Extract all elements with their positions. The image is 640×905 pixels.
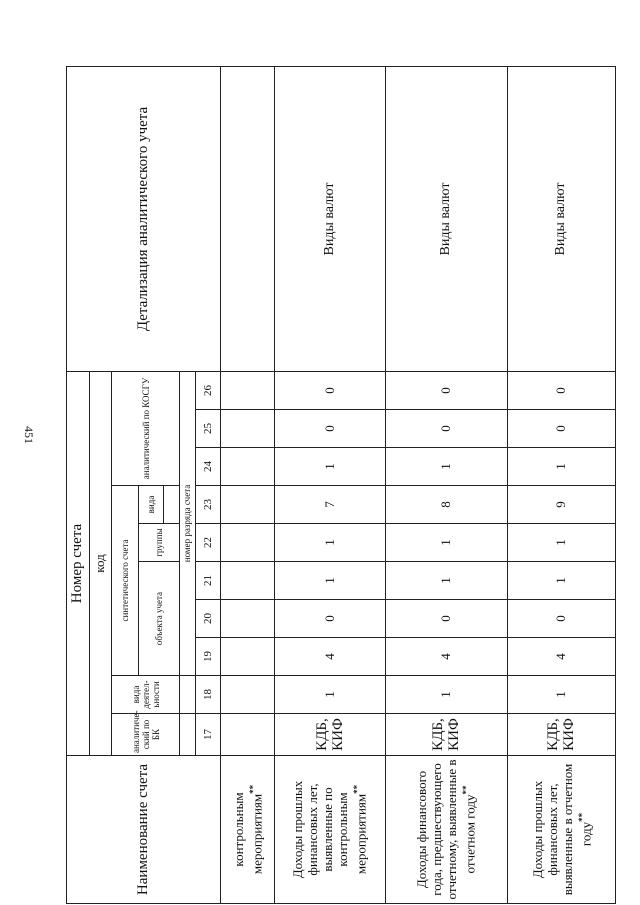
- digit-22: 22: [195, 524, 220, 562]
- row-name-cell: [507, 756, 616, 904]
- row-name: Доходы прошлых финансовых лет, выявленные по контрольным мероприятиям: [290, 780, 369, 879]
- header-kind: вида: [139, 486, 164, 524]
- cell-23: 9: [507, 486, 616, 524]
- digit-23: 23: [195, 486, 220, 524]
- cell-25: 0: [385, 410, 507, 448]
- cell-17: КДБ, КИФ: [507, 714, 616, 756]
- header-activity-blank: [179, 676, 195, 714]
- cell-17: КДБ, КИФ: [274, 714, 385, 756]
- cell-19: [220, 638, 274, 676]
- cell-detail: Виды валют: [274, 66, 385, 371]
- cell-18: [220, 676, 274, 714]
- cell-21: 1: [274, 562, 385, 600]
- cell-20: 0: [274, 600, 385, 638]
- header-synthetic: синтетического счета: [112, 486, 139, 676]
- page-number-text: 451: [22, 426, 36, 444]
- cell-19: 4: [507, 638, 616, 676]
- cell-23: 7: [274, 486, 385, 524]
- row-name: Доходы прошлых финансовых лет, выявленные в отчетном году: [529, 763, 593, 896]
- table-row: [507, 66, 616, 903]
- cell-21: [220, 562, 274, 600]
- header-digit-number: номер разряда счета: [179, 371, 195, 675]
- cell-18: 1: [274, 676, 385, 714]
- cell-23: [220, 486, 274, 524]
- digit-17: 17: [195, 714, 220, 756]
- cell-18: 1: [507, 676, 616, 714]
- table-row: [385, 66, 507, 903]
- header-analytic-kosgu: аналитический по КОСГУ: [112, 371, 180, 485]
- cell-25: 0: [507, 410, 616, 448]
- row-star: **: [461, 785, 472, 795]
- digit-21: 21: [195, 562, 220, 600]
- cell-22: 1: [274, 524, 385, 562]
- header-account-number: Номер счета: [67, 371, 90, 755]
- digit-24: 24: [195, 448, 220, 486]
- cell-24: 1: [274, 448, 385, 486]
- cell-21: 1: [385, 562, 507, 600]
- cell-20: [220, 600, 274, 638]
- cell-25: [220, 410, 274, 448]
- digit-20: 20: [195, 600, 220, 638]
- digit-26: 26: [195, 371, 220, 409]
- header-account-name: Наименование счета: [67, 756, 221, 904]
- digit-19: 19: [195, 638, 220, 676]
- row-name-cell: [385, 756, 507, 904]
- header-detail: Детализация аналитического учета: [67, 66, 221, 371]
- rotated-table-container: [66, 67, 616, 904]
- digit-18: 18: [195, 676, 220, 714]
- cell-20: 0: [385, 600, 507, 638]
- cell-23: 8: [385, 486, 507, 524]
- header-account-object: объекта учета: [139, 562, 180, 676]
- cell-detail: Виды валют: [507, 66, 616, 371]
- accounts-table: [66, 66, 616, 904]
- table-row: [220, 66, 274, 903]
- cell-26: 0: [274, 371, 385, 409]
- header-kind-blank: [164, 486, 180, 524]
- digit-25: 25: [195, 410, 220, 448]
- cell-22: [220, 524, 274, 562]
- cell-18: 1: [385, 676, 507, 714]
- header-activity-type: вида деятельности: [112, 676, 180, 714]
- cell-21: 1: [507, 562, 616, 600]
- cell-detail: [220, 66, 274, 371]
- row-star: **: [247, 784, 258, 794]
- cell-22: 1: [507, 524, 616, 562]
- cell-26: [220, 371, 274, 409]
- header-code: код: [89, 371, 112, 755]
- row-star: **: [576, 812, 587, 822]
- cell-20: 0: [507, 600, 616, 638]
- row-name: Доходы финансового года, предшествующего отчетному, выявленные в отчетном году: [414, 759, 478, 900]
- page-number: [24, 426, 38, 466]
- cell-detail: Виды валют: [385, 66, 507, 371]
- header-analytic-bk: аналитический по БК: [112, 714, 180, 756]
- cell-26: 0: [507, 371, 616, 409]
- cell-25: 0: [274, 410, 385, 448]
- cell-17: КДБ, КИФ: [385, 714, 507, 756]
- cell-24: 1: [507, 448, 616, 486]
- row-name: контрольным мероприятиям: [230, 792, 264, 875]
- cell-17: [220, 714, 274, 756]
- header-group: группы: [139, 524, 180, 562]
- cell-26: 0: [385, 371, 507, 409]
- cell-19: 4: [385, 638, 507, 676]
- cell-24: 1: [385, 448, 507, 486]
- row-name-cell: [274, 756, 385, 904]
- row-star: **: [352, 784, 363, 794]
- cell-19: 4: [274, 638, 385, 676]
- cell-24: [220, 448, 274, 486]
- header-bk-blank: [179, 714, 195, 756]
- row-name-cell: [220, 756, 274, 904]
- cell-22: 1: [385, 524, 507, 562]
- table-row: [274, 66, 385, 903]
